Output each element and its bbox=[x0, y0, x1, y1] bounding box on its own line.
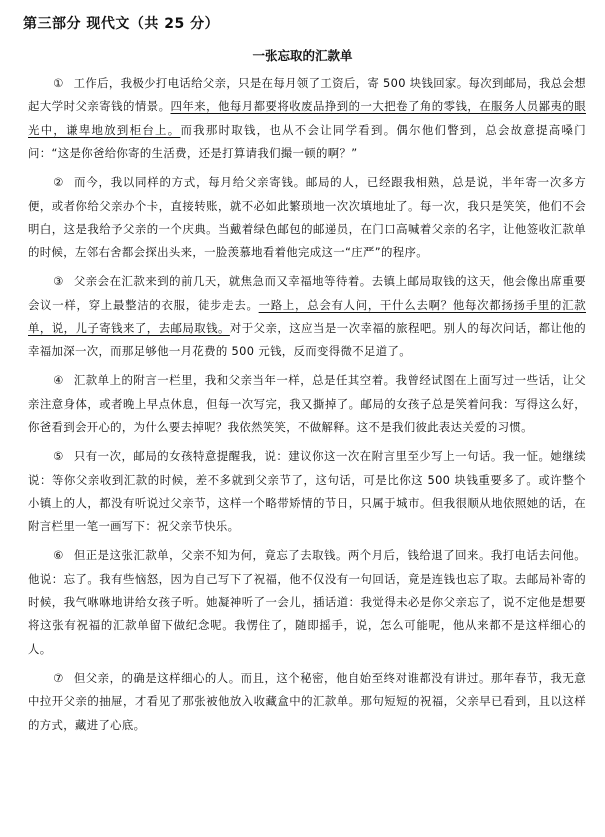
paragraph-text: 而我那时取钱，也从不会让同学看到。偶尔他们瞥到，总会故意提高嗓门问：“这是你爸给你寄的生活费，还是打算请我们撮一顿的啊？” bbox=[28, 122, 587, 161]
paragraph-7 bbox=[28, 667, 586, 737]
paragraph-text: 对于父亲，这应当是一次幸福的旅程吧。别人的每次问话，都让他的幸福加深一次，而那足够他一月花费的 500 元钱，反而变得微不足道了。 bbox=[28, 321, 586, 359]
paragraph-6 bbox=[28, 544, 586, 661]
paragraph-number: ⑤ bbox=[53, 449, 64, 464]
paragraph-number: ① bbox=[53, 76, 64, 90]
underlined-sentence: 四年来，他每月都要将收废品挣到的一大把卷了角的零钱，在服务人员鄙夷的眼光中，谦卑地放到柜台上。 bbox=[28, 99, 586, 137]
paragraph-text: 但父亲，的确是这样细心的人。而且，这个秘密，他自始至终对谁都没有讲过。那年春节，我无意中拉开父亲的抽屉，才看见了那张被他放入收藏盒中的汇款单。那句短短的祝福，父亲早已看到，且以这样的方式，藏进了心底。 bbox=[28, 670, 587, 732]
paragraph-number: ③ bbox=[53, 274, 64, 289]
section-title: 第三部分 现代文（共 25 分） bbox=[23, 16, 220, 32]
paragraph-text: 但正是这张汇款单，父亲不知为何，竟忘了去取钱。两个月后，钱给退了回来。我打电话去问他。他说：忘了。我有些恼怒，因为自己写下了祝福，他不仅没有一句回话，竟是连钱也忘了取。去邮局补寄的时候，我气咻咻地讲给女孩子听。她凝神听了一会儿，插话道：我觉得未必是你父亲忘了，说不定他是想要将这张有祝福的汇款单留下做纪念呢。我愣住了，随即摇手，说，怎么可能呢，他从来都不是这样细心的人。 bbox=[28, 548, 587, 656]
paragraph-text: 而今，我以同样的方式，每月给父亲寄钱。邮局的人，已经跟我相熟，总是说，半年寄一次多方便，或者你给父亲办个卡，直接转账，就不必如此繁琐地一次次填地址了。每一次，我只是笑笑，他们不会明白，这是我给予父亲的一个庆典。当戴着绿色邮包的邮递员，在门口高喊着父亲的名字，让他签收汇款单的时候，左邻右舍都会探出头来，一脸羡慕地看着他完成这一“庄严”的程序。 bbox=[28, 175, 587, 260]
paragraph-text: 汇款单上的附言一栏里，我和父亲当年一样，总是任其空着。我曾经试图在上面写过一些话，让父亲注意身体，或者晚上早点休息，但每一次写完，我又撕掉了。邮局的女孩子总是笑着问我：写得这么好，你爸看到会开心的，为什么要去掉呢？我依然笑笑，不做解释。这不是我们彼此表达关爱的习惯。 bbox=[28, 373, 587, 435]
paragraph-2 bbox=[28, 171, 586, 265]
paragraph-3 bbox=[28, 270, 586, 364]
article-title: 一张忘取的汇款单 bbox=[252, 48, 353, 63]
paragraph-number: ② bbox=[53, 175, 65, 190]
paragraph-text: 工作后，我极少打电话给父亲，只是在每月领了工资后，寄 500 块钱回家。每次到邮局，我总会想起大学时父亲寄钱的情景。 bbox=[28, 76, 587, 114]
paragraph-number: ⑥ bbox=[53, 548, 64, 563]
article-body bbox=[28, 72, 586, 742]
paragraph-4 bbox=[28, 369, 586, 439]
underlined-sentence: 一路上，总会有人问，干什么去啊？他每次都扬扬手里的汇款单，说，儿子寄钱来了，去邮局取钱。 bbox=[28, 297, 586, 336]
paragraph-text: 只有一次，邮局的女孩特意提醒我，说：建议你这一次在附言里至少写上一句话。我一怔。她继续说：等你父亲收到汇款的时候，差不多就到父亲节了，这句话，可是比你这 500 块钱重要多了。或许整个小镇上的人，都没有听说过父亲节，这样一个略带矫情的节日，只属于城市。但我很顺从地依照她的话，在附言栏里一笔一画写下：祝父亲节快乐。 bbox=[28, 449, 587, 534]
paragraph-number: ④ bbox=[53, 373, 64, 388]
paragraph-5 bbox=[28, 445, 586, 539]
paragraph-text: 父亲会在汇款来到的前几天，就焦急而又幸福地等待着。去镇上邮局取钱的这天，他会像出席重要会议一样，穿上最整洁的衣服，徒步走去。 bbox=[28, 274, 587, 312]
paragraph-1 bbox=[28, 72, 586, 166]
paragraph-number: ⑦ bbox=[53, 670, 64, 685]
